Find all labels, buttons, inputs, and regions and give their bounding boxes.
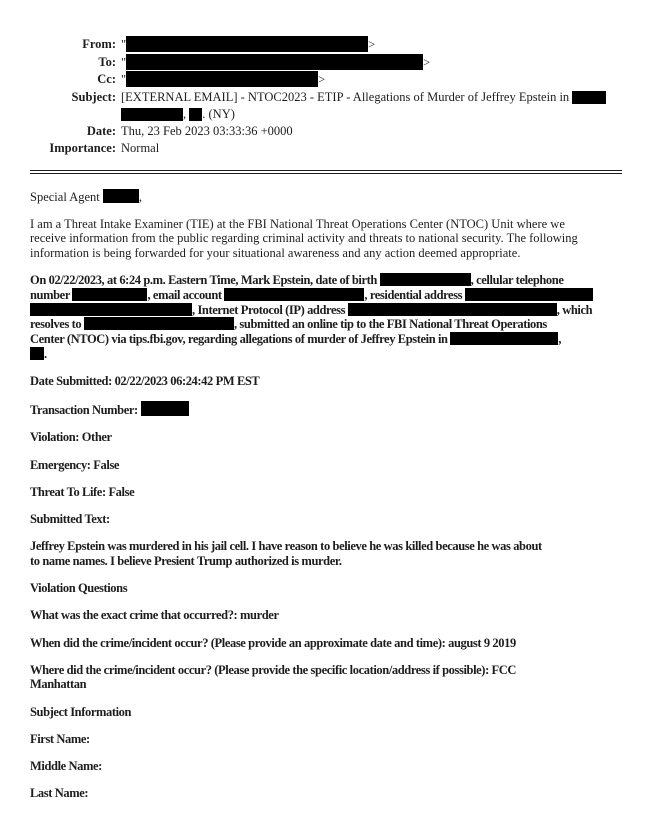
block-submitted-text [30,539,622,568]
text-segment: When did the crime/incident occur? (Please provide an approximate date and time): august 9 2019 [30,635,516,650]
text-line [30,677,622,692]
text-segment: > [318,72,326,87]
text-line [30,512,622,527]
text-segment: Emergency: False [30,457,120,472]
block-date-submitted [30,374,622,389]
header-field-from [30,36,622,54]
header-field-to [30,54,622,72]
text-line [121,54,430,72]
text-line [30,732,622,747]
text-segment: . [44,346,47,361]
redaction-bar [126,36,368,52]
text-segment: , residential address [364,288,465,303]
text-segment: > [368,37,376,52]
text-segment: Middle Name: [30,759,102,774]
text-segment: [EXTERNAL EMAIL] - NTOC2023 - ETIP - Allegations of Murder of Jeffrey Epstein in [121,89,573,104]
text-segment: " [121,72,127,87]
text-segment: Manhattan [30,677,87,692]
header-divider [30,170,622,174]
text-segment: First Name: [30,731,90,746]
block-first-name [30,732,622,747]
redaction-bar [380,273,471,286]
text-line [30,608,622,623]
text-line [30,246,622,261]
block-tip-summary [30,273,622,361]
text-line [121,71,325,89]
header-value-importance [121,140,159,157]
text-segment: resolves to [30,317,84,332]
text-line [30,189,622,205]
text-segment: Subject Information [30,704,132,719]
text-segment: Threat To Life: False [30,484,135,499]
text-line [121,89,606,106]
text-line [30,458,622,473]
header-value-from [121,36,375,54]
redaction-bar [121,108,183,121]
block-transaction-number [30,401,622,418]
header-label-subject: Subject: [71,89,116,104]
text-segment: Submitted Text: [30,512,110,527]
text-segment: Date Submitted: 02/22/2023 06:24:42 PM EST [30,374,260,389]
text-line [30,759,622,774]
header-field-cc [30,71,622,89]
header-label-from: From: [82,37,116,51]
text-segment: , [183,106,190,121]
text-segment: " [121,37,127,52]
text-segment: What was the exact crime that occurred?: murder [30,608,279,623]
email-header [30,36,622,157]
redaction-bar [84,317,234,330]
header-value-subject [121,89,606,123]
text-segment: Normal [121,140,160,155]
text-segment: Jeffrey Epstein was murdered in his jail cell. I have reason to believe he was killed because he was about [30,539,542,554]
text-line [30,332,622,347]
text-segment: to name names. I believe Presient Trump authorized is murder. [30,553,342,568]
header-label-to: To: [98,54,116,69]
header-field-date [30,123,622,140]
text-line [30,317,622,332]
text-segment: On 02/22/2023, at 6:24 p.m. Eastern Time, Mark Epstein, date of birth [30,273,380,288]
block-emergency [30,458,622,473]
text-line [30,374,622,389]
header-field-subject [30,89,622,123]
redaction-bar [126,71,318,87]
text-line [30,485,622,500]
block-intro-paragraph [30,217,622,261]
email-body [30,189,622,801]
redaction-bar [72,288,147,301]
text-segment: Transaction Number: [30,403,141,418]
text-line [121,140,159,157]
block-question-crime [30,608,622,623]
text-segment: Last Name: [30,786,89,801]
text-segment: Violation Questions [30,581,128,596]
block-subject-information [30,705,622,720]
block-middle-name [30,759,622,774]
text-line [30,786,622,801]
text-segment: , which [556,302,593,317]
text-segment: " [121,55,127,69]
header-field-importance [30,140,622,157]
redaction-bar [189,108,202,121]
header-value-to [121,54,430,72]
block-threat-to-life [30,485,622,500]
text-segment: Where did the crime/incident occur? (Please provide the specific location/address if possible): FCC [30,662,517,677]
redaction-bar [30,347,44,360]
text-segment: , Internet Protocol (IP) address [192,302,348,317]
text-line [30,581,622,596]
text-line [30,303,622,318]
redaction-bar [572,91,606,104]
text-segment: , [558,332,562,347]
header-value-cc [121,71,325,89]
block-salutation [30,189,622,205]
text-line [30,554,622,569]
text-segment: number [30,288,73,303]
text-segment: . (NY) [202,106,235,121]
redaction-bar [224,288,364,301]
text-line [30,401,622,418]
text-segment: receive information from the public regarding criminal activity and threats to national security. The following [30,231,578,246]
text-segment: , cellular telephone [470,273,564,288]
redaction-bar [141,401,189,416]
text-line [121,36,375,54]
text-line [30,636,622,651]
block-violation [30,430,622,445]
redaction-bar [465,288,593,301]
text-line [121,106,606,123]
text-segment: , submitted an online tip to the FBI National Threat Operations [233,317,547,332]
text-segment: , email account [147,288,225,303]
text-segment: Violation: Other [30,430,112,445]
header-label-cc: Cc: [97,72,116,86]
text-segment: information is being forwarded for your situational awareness and any action deemed appropriate. [30,246,521,261]
block-submitted-text-label [30,512,622,527]
text-segment: > [423,55,431,69]
header-value-date [121,123,293,140]
block-violation-questions [30,581,622,596]
text-line [30,273,622,288]
header-label-importance: Importance: [49,140,116,155]
redaction-bar [348,303,557,316]
block-question-when [30,636,622,651]
text-segment: I am a Threat Intake Examiner (TIE) at the FBI National Threat Operations Center (NTOC) Unit where we [30,216,565,231]
redaction-bar [126,54,423,70]
text-segment: Center (NTOC) via tips.fbi.gov, regarding allegations of murder of Jeffrey Epstein in [30,332,451,347]
block-last-name [30,786,622,801]
redaction-bar [450,332,558,345]
text-segment: , [138,189,143,204]
text-line [30,231,622,246]
text-line [30,705,622,720]
text-line [30,663,622,678]
text-line [30,217,622,232]
redaction-bar [30,303,192,316]
redaction-bar [103,189,139,203]
text-line [30,539,622,554]
text-line [30,347,622,362]
text-segment: Special Agent [30,189,103,204]
header-label-date: Date: [86,123,116,138]
text-line [30,430,622,445]
text-line [121,123,293,140]
text-segment: Thu, 23 Feb 2023 03:33:36 +0000 [121,123,293,138]
block-question-where [30,663,622,692]
text-line [30,288,622,303]
